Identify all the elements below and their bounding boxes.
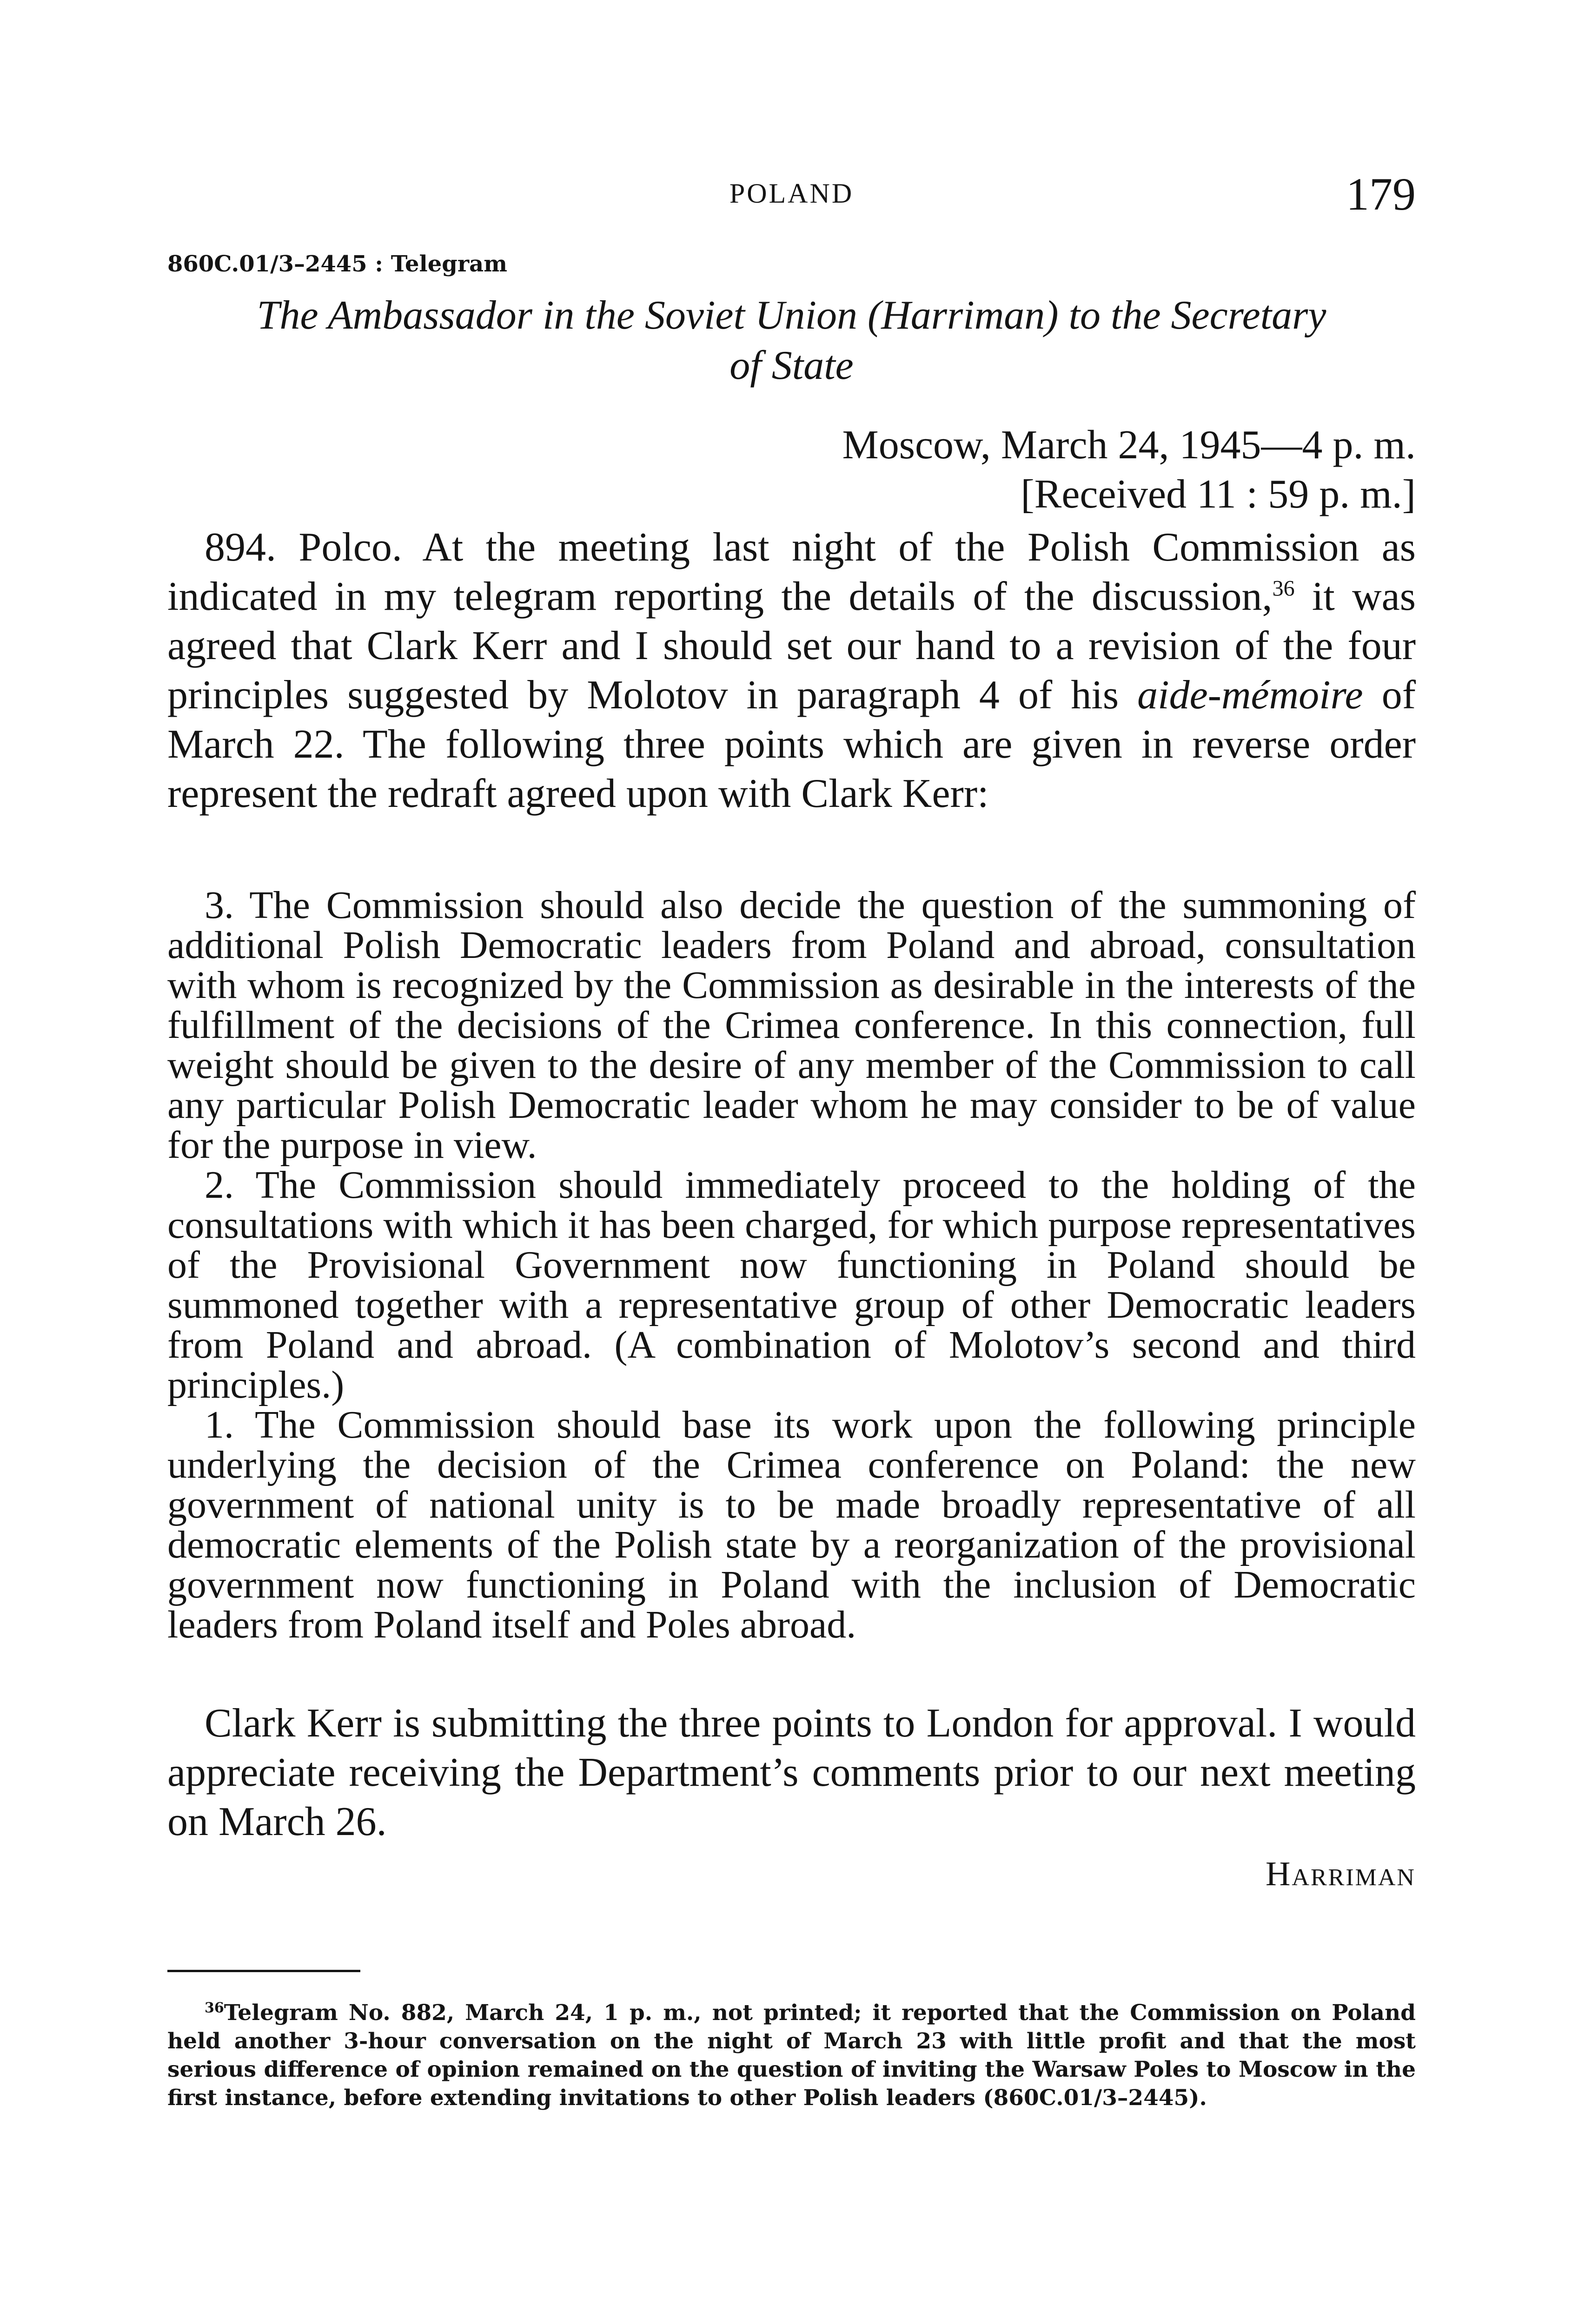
heading-line-1: The Ambassador in the Soviet Union (Harriman) to the Secretary bbox=[257, 293, 1326, 338]
running-title: POLAND bbox=[729, 178, 854, 209]
aide-memoire-term: aide-mémoire bbox=[1137, 673, 1363, 718]
footnote-divider bbox=[167, 1970, 360, 1972]
document-heading bbox=[167, 290, 1416, 391]
point-2: 2. The Commission should immediately proceed to the holding of the consultations with which it has been charged, for which purpose representatives of the Provisional Government now functioning in Poland should be summoned together with a representative group of other Democratic leaders from Poland and abroad. (A combination of Molotov’s second and third principles.) bbox=[167, 1163, 1416, 1406]
document-page bbox=[167, 0, 1416, 2324]
signature: Harriman bbox=[1265, 1855, 1416, 1893]
footnote-text: Telegram No. 882, March 24, 1 p. m., not printed; it reported that the Commission on Poland held another 3-hour conversation on the night of March 23 with little profit and that the most serious difference of opinion remained on the question of inviting the Warsaw Poles to Moscow in the first instance, before extending invitations to other Polish leaders (860C.01/3–2445). bbox=[167, 2000, 1416, 2111]
footnote-reference: 36 bbox=[1272, 576, 1295, 601]
heading-line-2: of State bbox=[729, 343, 854, 388]
page-number: 179 bbox=[1346, 168, 1416, 220]
footnote bbox=[167, 1999, 1416, 2112]
intro-paragraph bbox=[167, 523, 1416, 819]
point-3: 3. The Commission should also decide the question of the summoning of additional Polish Democratic leaders from Poland and abroad, consultation with whom is recognized by the Commission as desirable in the interests of the fulfillment of the decisions of the Crimea conference. In this connection, full weight should be given to the desire of any member of the Commission to call any particular Polish Democratic leader whom he may consider to be of value for the purpose in view. bbox=[167, 884, 1416, 1167]
running-header bbox=[167, 167, 1416, 218]
intro-text-part-2: it was agreed that Clark Kerr and I should set our hand to a revision of the four principles suggested by Molotov in paragraph 4 of his bbox=[167, 574, 1416, 718]
closing-paragraph: Clark Kerr is submitting the three points to London for approval. I would appreciate receiving the Department’s comments prior to our next meeting on March 26. bbox=[167, 1701, 1416, 1844]
footnote-marker: 36 bbox=[205, 2000, 224, 2016]
intro-text-part-1: 894. Polco. At the meeting last night of the Polish Commission as indicated in my telegram reporting the details of the discussion, bbox=[167, 525, 1416, 619]
file-reference: 860C.01/3–2445 : Telegram bbox=[167, 251, 507, 277]
dateline bbox=[842, 421, 1416, 519]
place-date: Moscow, March 24, 1945—4 p. m. bbox=[842, 423, 1416, 468]
received-time: [Received 11 : 59 p. m.] bbox=[1021, 472, 1416, 517]
intro-text-part-3: of March 22. The following three points which are given in reverse order represent the redraft agreed upon with Clark Kerr: bbox=[167, 673, 1416, 816]
point-1: 1. The Commission should base its work upon the following principle underlying the decision of the Crimea conference on Poland: the new government of national unity is to be made broadly representative of all democratic elements of the Polish state by a reorganization of the provisional government now functioning in Poland with the inclusion of Democratic leaders from Poland itself and Poles abroad. bbox=[167, 1403, 1416, 1646]
numbered-points bbox=[167, 885, 1416, 1645]
